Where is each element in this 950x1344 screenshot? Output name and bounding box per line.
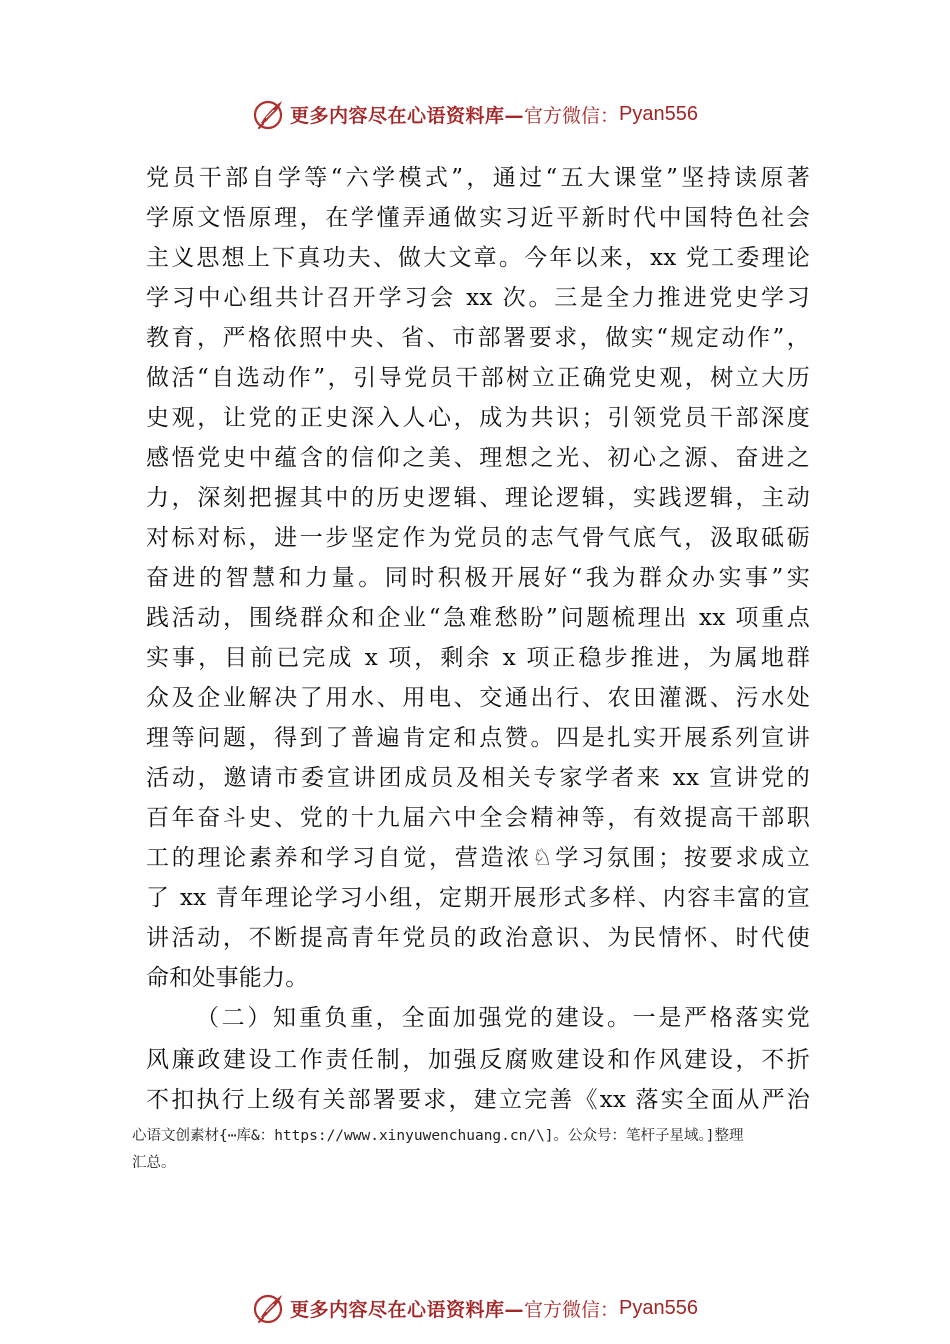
body-line: 党员干部自学等“六学模式”，通过“五大课堂”坚持读原著 bbox=[146, 165, 810, 191]
body-line: 教育，严格依照中央、省、市部署要求，做实“规定动作”， bbox=[146, 325, 810, 351]
feather-pen-logo-icon bbox=[252, 1291, 286, 1325]
body-line: 感悟党史中蕴含的信仰之美、理想之光、初心之源、奋进之 bbox=[146, 445, 810, 471]
body-line: 做活“自选动作”，引导党员干部树立正确党史观，树立大历 bbox=[146, 365, 810, 391]
source-note-line: 心语文创素材{⋯库&：https://www.xinyuwenchuang.cn/\]。公众号：笔杆子星域。]整理 bbox=[132, 1128, 744, 1144]
body-line: 众及企业解决了用水、用电、交通出行、农田灌溉、污水处 bbox=[146, 685, 810, 711]
body-line: 学习中心组共计召开学习会 xx 次。三是全力推进党史学习 bbox=[146, 285, 810, 311]
body-line: 史观，让党的正史深入人心，成为共识；引领党员干部深度 bbox=[146, 405, 810, 431]
body-line: 理等问题，得到了普遍肯定和点赞。四是扎实开展系列宣讲 bbox=[146, 725, 810, 751]
body-line: 学原文悟原理，在学懂弄通做实习近平新时代中国特色社会 bbox=[146, 205, 810, 231]
body-line: 活动，邀请市委宣讲团成员及相关专家学者来 xx 宣讲党的 bbox=[146, 765, 810, 791]
body-line: 百年奋斗史、党的十九届六中全会精神等，有效提高干部职 bbox=[146, 805, 810, 831]
banner-wechat-label: 官方微信： bbox=[524, 1298, 620, 1321]
banner-wechat-id: Pyan556 bbox=[619, 102, 698, 125]
body-line: 工的理论素养和学习自觉，营造浓♘学习氛围；按要求成立 bbox=[146, 845, 810, 871]
body-line: 对标对标，进一步坚定作为党员的志气骨气底气，汲取砥砺 bbox=[146, 525, 810, 551]
body-line: 践活动，围绕群众和企业“急难愁盼”问题梳理出 xx 项重点 bbox=[146, 605, 810, 631]
banner-wechat-label: 官方微信： bbox=[524, 104, 620, 127]
body-line: 了 xx 青年理论学习小组，定期开展形式多样、内容丰富的宣 bbox=[146, 885, 810, 911]
section-heading-line: （二）知重负重，全面加强党的建设。一是严格落实党 bbox=[196, 1005, 810, 1031]
body-line: 力，深刻把握其中的历史逻辑、理论逻辑，实践逻辑，主动 bbox=[146, 485, 810, 511]
body-line: 实事，目前已完成 x 项，剩余 x 项正稳步推进，为属地群 bbox=[146, 645, 810, 671]
banner-wechat-id: Pyan556 bbox=[619, 1296, 698, 1319]
feather-pen-logo-icon bbox=[252, 97, 286, 131]
body-line: 主义思想上下真功夫、做大文章。今年以来，xx 党工委理论 bbox=[146, 245, 810, 271]
body-line: 命和处事能力。 bbox=[146, 965, 309, 991]
footer-banner bbox=[0, 1286, 950, 1330]
header-banner bbox=[0, 92, 950, 136]
body-line: 讲活动，不断提高青年党员的政治意识、为民情怀、时代使 bbox=[146, 925, 810, 951]
banner-slogan: 更多内容尽在心语资料库— bbox=[290, 104, 525, 127]
section-body-line: 不扣执行上级有关部署要求，建立完善《xx 落实全面从严治 bbox=[146, 1087, 810, 1113]
section-body-line: 风廉政建设工作责任制，加强反腐败建设和作风建设，不折 bbox=[146, 1047, 810, 1073]
banner-slogan: 更多内容尽在心语资料库— bbox=[290, 1298, 525, 1321]
source-note-line: 汇总。 bbox=[132, 1155, 176, 1171]
body-line: 奋进的智慧和力量。同时积极开展好“我为群众办实事”实 bbox=[146, 565, 810, 591]
source-note bbox=[132, 1123, 832, 1177]
